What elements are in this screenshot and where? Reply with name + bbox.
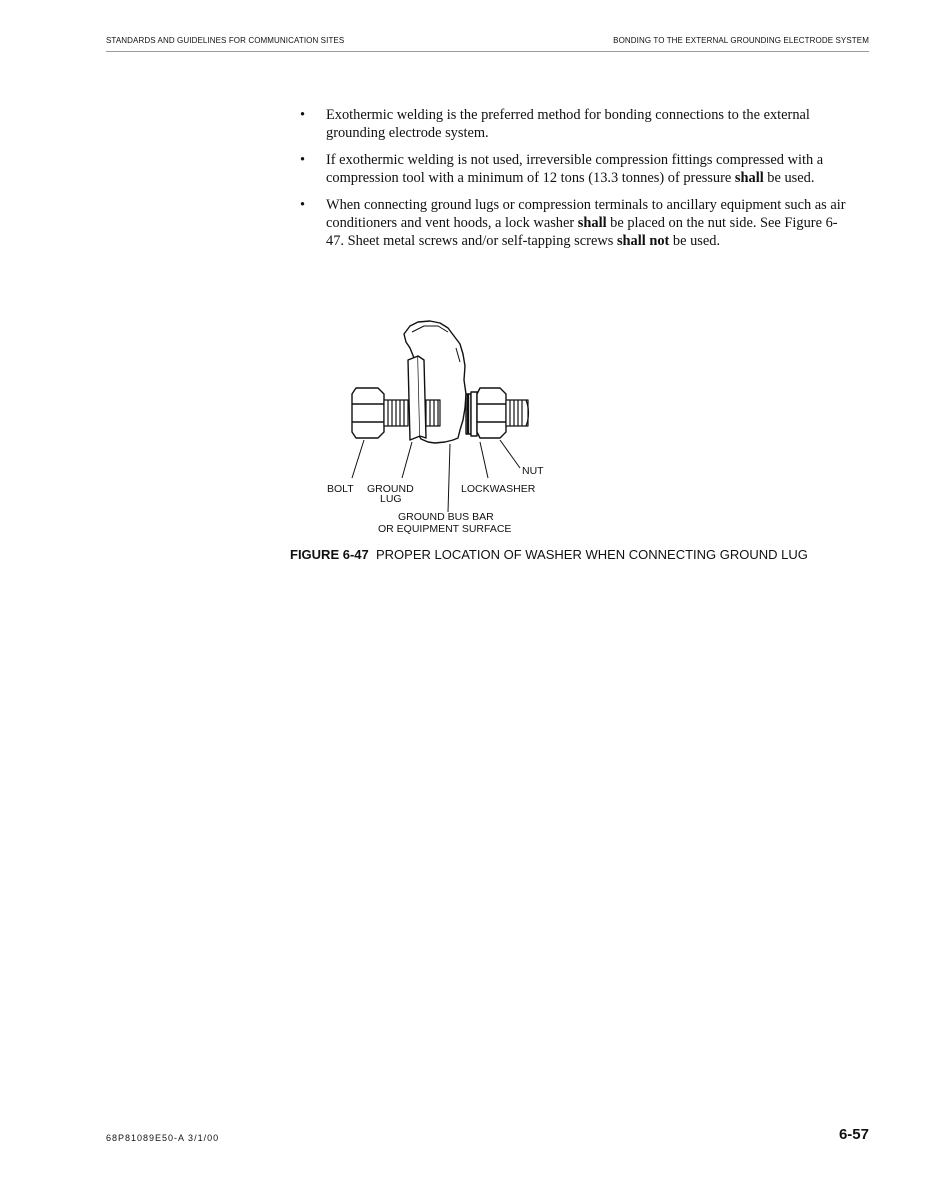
bullet-dot-icon: • bbox=[300, 197, 306, 213]
label-nut: NUT bbox=[522, 465, 544, 477]
ground-lug-icon bbox=[408, 356, 420, 440]
label-bolt: BOLT bbox=[327, 483, 354, 495]
label-bus-bar-1: GROUND BUS BAR bbox=[398, 511, 494, 523]
bullet-item: • When connecting ground lugs or compression terminals to ancillary equipment such as air conditioners and vent hoods, a lock washer shall be placed on the nut side. See Figure 6-47. Sheet metal screws and/or self-tapping screws shall not be used. bbox=[300, 197, 846, 249]
nut-icon bbox=[477, 388, 506, 438]
bolt-assembly-figure bbox=[320, 318, 560, 540]
figure-caption bbox=[290, 547, 808, 562]
running-header-right: BONDING TO THE EXTERNAL GROUNDING ELECTRODE SYSTEM bbox=[613, 36, 869, 45]
bullet-item: • Exothermic welding is the preferred method for bonding connections to the external grounding electrode system. bbox=[300, 107, 810, 141]
page-number: 6-57 bbox=[838, 1126, 869, 1143]
label-ground-lug-2: LUG bbox=[380, 493, 402, 505]
bullet-list bbox=[290, 106, 850, 259]
figure-title: PROPER LOCATION OF WASHER WHEN CONNECTING GROUND LUG bbox=[375, 547, 808, 562]
bolt-head-icon bbox=[352, 388, 384, 438]
bullet-dot-icon: • bbox=[300, 107, 306, 123]
emphasis-shall: shall bbox=[577, 215, 607, 231]
emphasis-shall: shall bbox=[734, 170, 764, 186]
bullet-dot-icon: • bbox=[300, 152, 306, 168]
running-header-left: STANDARDS AND GUIDELINES FOR COMMUNICATION SITES bbox=[106, 36, 345, 45]
bolt-thread-icon bbox=[384, 400, 408, 426]
document-id: 68P81089E50-A 3/1/00 bbox=[106, 1133, 220, 1143]
label-ground-lug-1: GROUND bbox=[367, 483, 414, 495]
lockwasher-icon bbox=[466, 392, 477, 436]
label-lockwasher: LOCKWASHER bbox=[461, 483, 536, 495]
figure-number: FIGURE 6-47 bbox=[290, 547, 369, 562]
bullet-item: • If exothermic welding is not used, irreversible compression fittings compressed with a compression tool with a minimum of 12 tons (13.3 tonnes) of pressure shall be used. bbox=[300, 152, 824, 186]
header-rule bbox=[106, 51, 869, 52]
emphasis-shall-not: shall not bbox=[616, 233, 670, 249]
label-bus-bar-2: OR EQUIPMENT SURFACE bbox=[378, 523, 512, 535]
